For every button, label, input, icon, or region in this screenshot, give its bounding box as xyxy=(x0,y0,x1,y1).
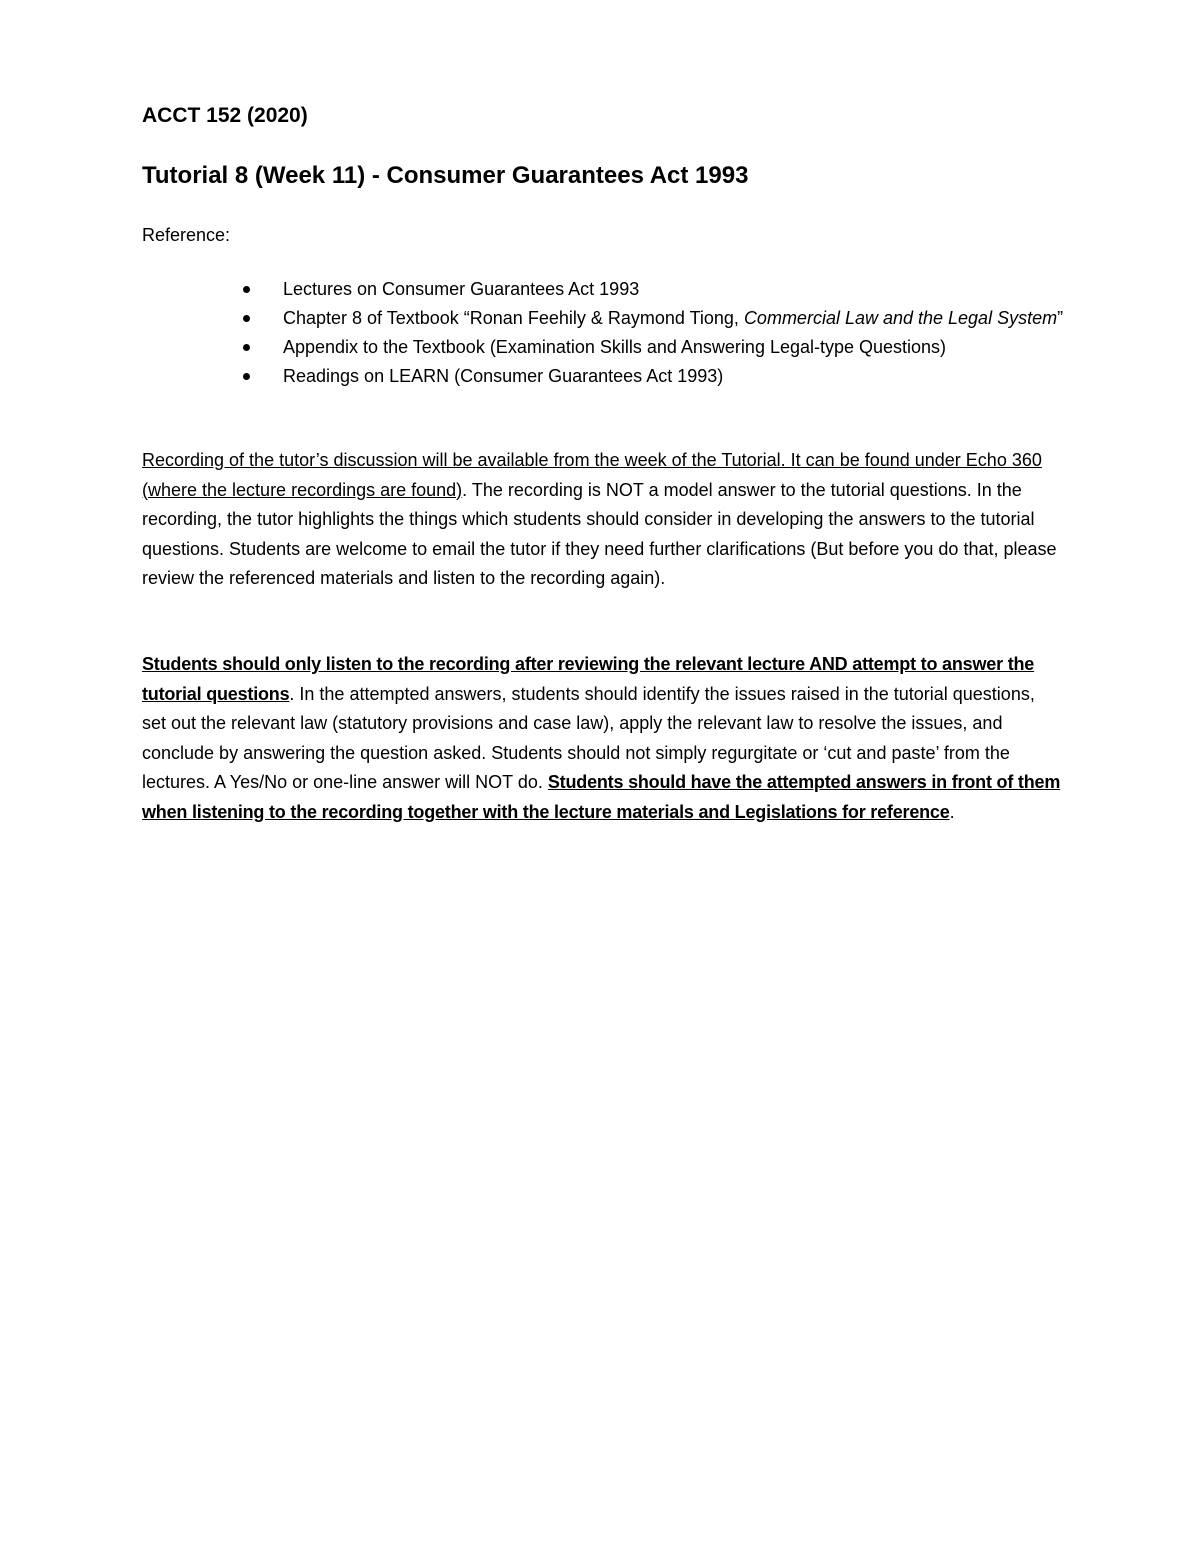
listen-instruction-emphasis: Students should only listen to the recording after reviewing the relevant lecture AND attempt to answer the tutorial questions xyxy=(142,654,1035,704)
bullet-icon xyxy=(243,286,250,293)
paragraph-end: . xyxy=(949,801,955,822)
reference-list xyxy=(241,275,1071,391)
recording-description-text: . The recording is NOT a model answer to the tutorial questions. In the recording, the tutor highlights the things which students should consider in developing the answers to the tutorial questions. Students are welcome to email the tutor if they need further clarifications (But before you do that, please review the referenced materials and listen to the recording again). xyxy=(142,479,1057,588)
reference-text: Readings on LEARN (Consumer Guarantees Act 1993) xyxy=(283,366,724,386)
reference-text: Chapter 8 of Textbook “Ronan Feehily & Raymond Tiong, xyxy=(283,308,744,328)
answer-guidance-text: . In the attempted answers, students should identify the issues raised in the tutorial questions, set out the relevant law (statutory provisions and case law), apply the relevant law to resolve the issues, and conclude by answering the question asked. Students should not simply regurgitate or ‘cut and paste’ from the lectures. A Yes/No or one-line answer will NOT do. xyxy=(142,683,1035,792)
reference-text: Appendix to the Textbook (Examination Skills and Answering Legal-type Questions) xyxy=(283,337,947,357)
reference-item xyxy=(241,333,1071,362)
instructions-paragraph xyxy=(142,650,1062,827)
course-code: ACCT 152 (2020) xyxy=(142,104,308,127)
reference-item xyxy=(241,304,1071,333)
reference-text-end: ” xyxy=(1057,308,1064,328)
recording-paragraph xyxy=(142,446,1062,594)
bullet-icon xyxy=(243,344,250,351)
reference-label: Reference: xyxy=(142,225,231,245)
reference-text: Lectures on Consumer Guarantees Act 1993 xyxy=(283,279,640,299)
recording-availability-text: Recording of the tutor’s discussion will be available from the week of the Tutorial. It can be found under Echo 360 (where the lecture recordings are found) xyxy=(142,450,1042,500)
attempted-answers-emphasis: Students should have the attempted answers in front of them when listening to the recording together with the lecture materials and Legislations for reference xyxy=(142,772,1061,822)
reference-item xyxy=(241,275,1071,304)
bullet-icon xyxy=(243,373,250,380)
reference-item xyxy=(241,362,1071,391)
bullet-icon xyxy=(243,315,250,322)
page-title: Tutorial 8 (Week 11) - Consumer Guarantees Act 1993 xyxy=(142,162,749,189)
textbook-title: Commercial Law and the Legal System xyxy=(743,308,1058,328)
